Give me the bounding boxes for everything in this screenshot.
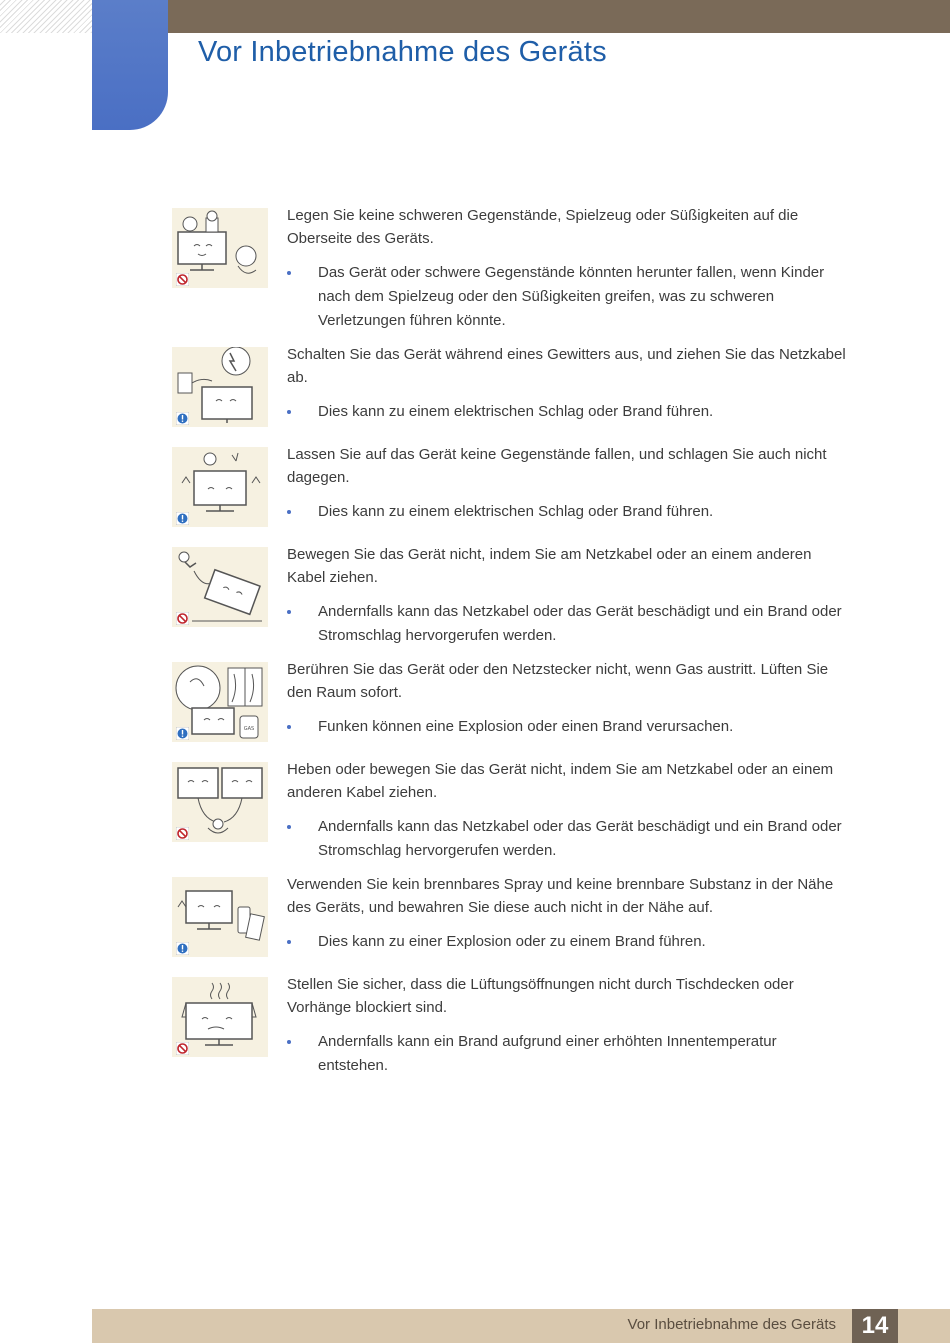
consequence-text: Funken können eine Explosion oder einen Brand verursachen. <box>318 718 734 735</box>
item-text <box>287 543 847 648</box>
footer-title: Vor Inbetriebnahme des Geräts <box>627 1316 836 1333</box>
consequence-bullet <box>287 1030 847 1078</box>
item-text <box>287 204 847 333</box>
instruction-text: Stellen Sie sicher, dass die Lüftungsöffnungen nicht durch Tischdecken oder Vorhänge blockiert sind. <box>287 976 794 1016</box>
instruction-text: Heben oder bewegen Sie das Gerät nicht, indem Sie am Netzkabel oder an einem anderen Kabel ziehen. <box>287 761 834 801</box>
prohibited-icon <box>176 1042 189 1055</box>
item-text <box>287 658 847 739</box>
instruction-text: Legen Sie keine schweren Gegenstände, Spielzeug oder Süßigkeiten auf die Oberseite des Geräts. <box>287 207 799 247</box>
header-hatch-pattern <box>0 0 92 33</box>
consequence-text: Andernfalls kann das Netzkabel oder das Gerät beschädigt und ein Brand oder Stromschlag hervorgerufen werden. <box>318 603 842 644</box>
instruction-text: Verwenden Sie kein brennbares Spray und keine brennbare Substanz in der Nähe des Geräts, und bewahren Sie diese auch nicht in der Nähe auf. <box>287 876 834 916</box>
caution-icon <box>176 512 189 525</box>
prohibited-icon <box>176 612 189 625</box>
consequence-text: Dies kann zu einem elektrischen Schlag oder Brand führen. <box>318 403 714 420</box>
bullet-dot <box>287 725 291 729</box>
gas-can-label: GAS <box>243 726 255 732</box>
page-number: 14 <box>852 1309 898 1343</box>
bullet-dot <box>287 271 291 275</box>
consequence-bullet <box>287 815 847 863</box>
instruction-text: Schalten Sie das Gerät während eines Gewitters aus, und ziehen Sie das Netzkabel ab. <box>287 346 846 386</box>
bullet-dot <box>287 610 291 614</box>
bullet-dot <box>287 940 291 944</box>
item-text <box>287 873 847 954</box>
consequence-text: Dies kann zu einem elektrischen Schlag oder Brand führen. <box>318 503 714 520</box>
prohibited-icon <box>176 827 189 840</box>
caution-icon <box>176 412 189 425</box>
chapter-tab <box>92 0 168 130</box>
consequence-bullet <box>287 261 847 333</box>
item-text <box>287 343 847 424</box>
consequence-bullet <box>287 600 847 648</box>
bullet-dot <box>287 510 291 514</box>
consequence-text: Andernfalls kann das Netzkabel oder das Gerät beschädigt und ein Brand oder Stromschlag hervorgerufen werden. <box>318 818 842 859</box>
caution-icon <box>176 942 189 955</box>
item-text <box>287 758 847 863</box>
consequence-bullet <box>287 500 847 524</box>
page-title: Vor Inbetriebnahme des Geräts <box>198 36 607 68</box>
consequence-bullet <box>287 715 847 739</box>
bullet-dot <box>287 410 291 414</box>
instruction-text: Berühren Sie das Gerät oder den Netzstecker nicht, wenn Gas austritt. Lüften Sie den Raum sofort. <box>287 661 829 701</box>
bullet-dot <box>287 825 291 829</box>
header-bar <box>168 0 950 33</box>
consequence-bullet <box>287 400 847 424</box>
prohibited-icon <box>176 273 189 286</box>
consequence-text: Das Gerät oder schwere Gegenstände könnten herunter fallen, wenn Kinder nach dem Spielzeug oder den Süßigkeiten greifen, was zu schweren Verletzungen führen könnte. <box>318 264 825 329</box>
item-text <box>287 443 847 524</box>
item-text <box>287 973 847 1078</box>
instruction-text: Lassen Sie auf das Gerät keine Gegenstände fallen, und schlagen Sie auch nicht dagegen. <box>287 446 827 486</box>
consequence-bullet <box>287 930 847 954</box>
bullet-dot <box>287 1040 291 1044</box>
caution-icon <box>176 727 189 740</box>
consequence-text: Dies kann zu einer Explosion oder zu einem Brand führen. <box>318 933 706 950</box>
instruction-text: Bewegen Sie das Gerät nicht, indem Sie am Netzkabel oder an einem anderen Kabel ziehen. <box>287 546 812 586</box>
consequence-text: Andernfalls kann ein Brand aufgrund einer erhöhten Innentemperatur entstehen. <box>318 1033 777 1074</box>
